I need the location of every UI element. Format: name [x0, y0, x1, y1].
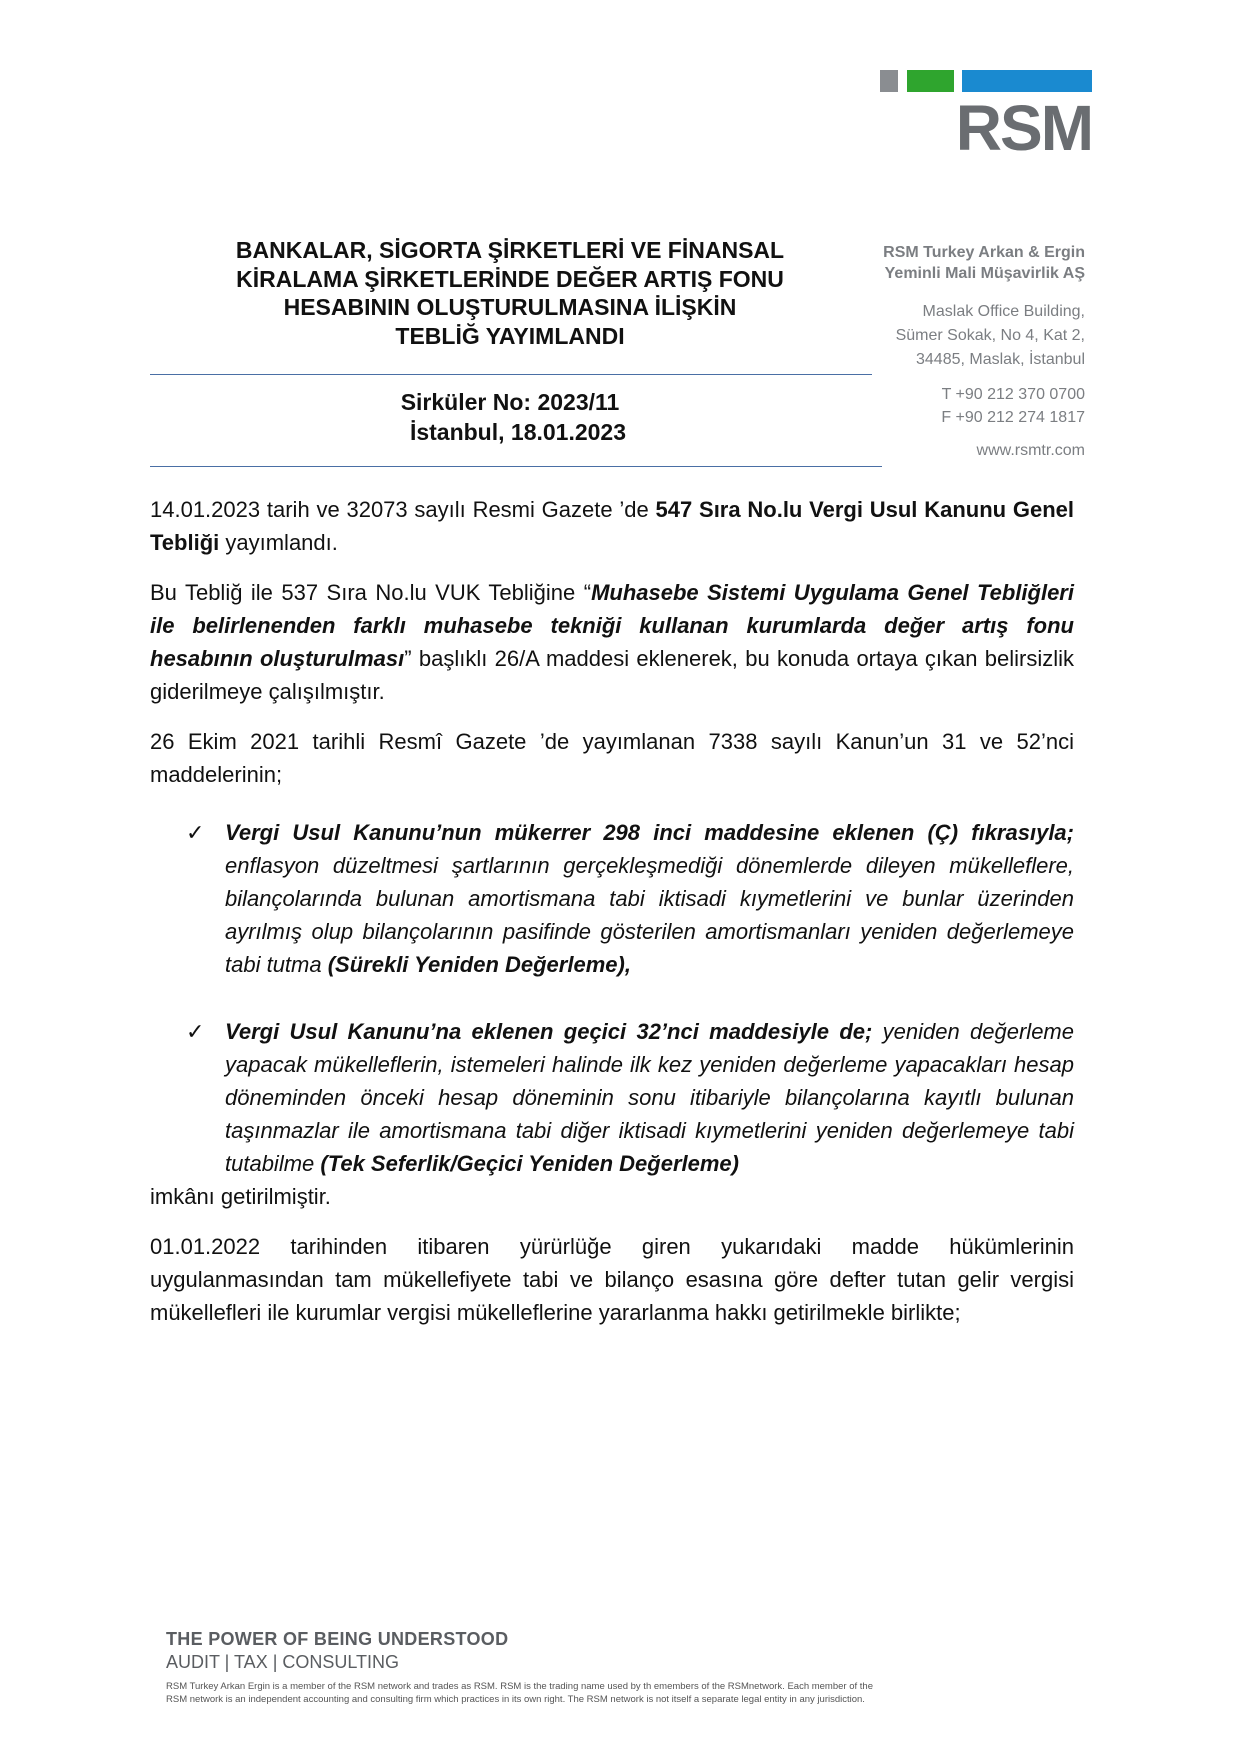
fax-number: F +90 212 274 1817: [941, 409, 1085, 426]
circular-number: Sirküler No: 2023/11: [400, 389, 620, 415]
page-footer: [166, 1628, 1066, 1706]
address-line-1: Maslak Office Building,: [922, 303, 1085, 320]
p2-bold-italic-heading: Muhasebe Sistemi Uygulama Genel Tebliğleri ile belirlenenden farklı muhasebe tekniği kullanan kurumlarda değer artış fonu hesabının oluşturulması: [150, 580, 1074, 671]
firm-name-line-2: Yeminli Mali Müşavirlik AŞ: [884, 265, 1085, 282]
firm-contact-block: [825, 242, 1085, 462]
b2-bold-lead: Vergi Usul Kanunu’na eklenen geçici 32’nci maddesiyle de;: [225, 1019, 873, 1044]
paragraph-3: 26 Ekim 2021 tarihli Resmî Gazete ’de yayımlanan 7338 sayılı Kanun’un 31 ve 52’nci maddelerinin;: [150, 729, 1074, 787]
logo-blue-bar: [962, 70, 1092, 92]
paragraph-1: [150, 493, 1074, 559]
b2-text: yeniden değerleme yapacak mükelleflerin, istemeleri halinde ilk kez yeniden değerleme yapacakları hesap döneminden önceki hesap döneminin sonu itibariyle bilançolarına kayıtlı bulunan taşınmazlar ile amortismana tabi diğer iktisadi kıymetlerini yeniden değerlemeye tabi tutabilme: [225, 1019, 1074, 1176]
logo-green-bar: [907, 70, 954, 92]
address-line-2: Sümer Sokak, No 4, Kat 2,: [895, 327, 1085, 344]
b1-bold-end: (Sürekli Yeniden Değerleme),: [327, 952, 631, 977]
circular-place-date: İstanbul, 18.01.2023: [409, 419, 627, 445]
p1-bold-communique: 547 Sıra No.lu Vergi Usul Kanunu Genel Tebliği: [150, 497, 1074, 555]
firm-phones: [825, 383, 1085, 429]
title-line-3: HESABININ OLUŞTURULMASINA İLİŞKİN: [283, 294, 737, 320]
after-list-text: imkânı getirilmiştir.: [150, 1184, 331, 1209]
paragraph-4: 01.01.2022 tarihinden itibaren yürürlüğe giren yukarıdaki madde hükümlerinin uygulanmasından tam mükellefiyete tabi ve bilanço esasına göre defter tutan gelir vergisi mükellefleri ile kurumlar vergisi mükelleflerine yararlanma hakkı getirilmekle birlikte;: [150, 1234, 1074, 1325]
logo-color-bars: [880, 70, 1092, 92]
p1-text-c: yayımlandı.: [219, 530, 338, 555]
provisions-list: [150, 816, 1074, 1180]
disclaimer-line-2: RSM network is an independent accounting and consulting firm which practices in its own right. The RSM network is not itself a separate legal entity in any jurisdiction.: [166, 1694, 865, 1705]
p1-text-a: 14.01.2023 tarih ve 32073 sayılı Resmi Gazete ’de: [150, 497, 656, 522]
disclaimer-line-1: RSM Turkey Arkan Ergin is a member of the RSM network and trades as RSM. RSM is the trading name used by th emembers of the RSMnetwork. Each member of the: [166, 1681, 873, 1692]
logo-wordmark: RSM: [955, 92, 1092, 164]
b1-text: enflasyon düzeltmesi şartlarının gerçekleşmediği dönemlerde dileyen mükelleflere, bilançolarında bulunan amortismana tabi iktisadi kıymetlerini ve bunlar üzerinden ayrılmış olup bilançolarının pasifinde gösterilen amortismanları yeniden değerlemeye tabi tutma: [225, 853, 1074, 977]
footer-tagline: THE POWER OF BEING UNDERSTOOD: [166, 1629, 509, 1649]
circular-info: [150, 387, 870, 447]
rsm-logo: [880, 70, 1092, 162]
title-line-2: KİRALAMA ŞİRKETLERİNDE DEĞER ARTIŞ FONU: [236, 265, 784, 292]
title-line-1: BANKALAR, SİGORTA ŞİRKETLERİ VE FİNANSAL: [235, 237, 785, 263]
list-item: [150, 1015, 1074, 1180]
b2-bold-end: (Tek Seferlik/Geçici Yeniden Değerleme): [320, 1151, 739, 1176]
p2-text-a: Bu Tebliğ ile 537 Sıra No.lu VUK Tebliğine “: [150, 580, 592, 605]
circular-divider: [150, 466, 882, 467]
document-body: [150, 493, 1074, 1346]
b1-bold-lead: Vergi Usul Kanunu’nun mükerrer 298 inci maddesine eklenen (Ç) fıkrasıyla;: [225, 820, 1074, 845]
logo-gray-bar: [880, 70, 898, 92]
paragraph-2: [150, 576, 1074, 708]
footer-disclaimer: [166, 1680, 1046, 1706]
checkmark-icon: ✓: [186, 820, 205, 845]
firm-address: [825, 300, 1085, 372]
list-item: [150, 816, 1074, 981]
firm-name: [825, 242, 1085, 284]
address-line-3: 34485, Maslak, İstanbul: [916, 351, 1085, 368]
firm-website[interactable]: www.rsmtr.com: [976, 442, 1085, 459]
title-line-4: TEBLİĞ YAYIMLANDI: [395, 322, 625, 349]
p2-text-c: ” başlıklı 26/A maddesi eklenerek, bu konuda ortaya çıkan belirsizlik giderilmeye çalışılmıştır.: [150, 646, 1074, 704]
firm-name-line-1: RSM Turkey Arkan & Ergin: [883, 244, 1085, 261]
phone-number: T +90 212 370 0700: [941, 386, 1085, 403]
title-divider: [150, 374, 872, 375]
document-title: [150, 236, 870, 350]
footer-services: AUDIT | TAX | CONSULTING: [166, 1652, 400, 1672]
checkmark-icon: ✓: [186, 1019, 205, 1044]
